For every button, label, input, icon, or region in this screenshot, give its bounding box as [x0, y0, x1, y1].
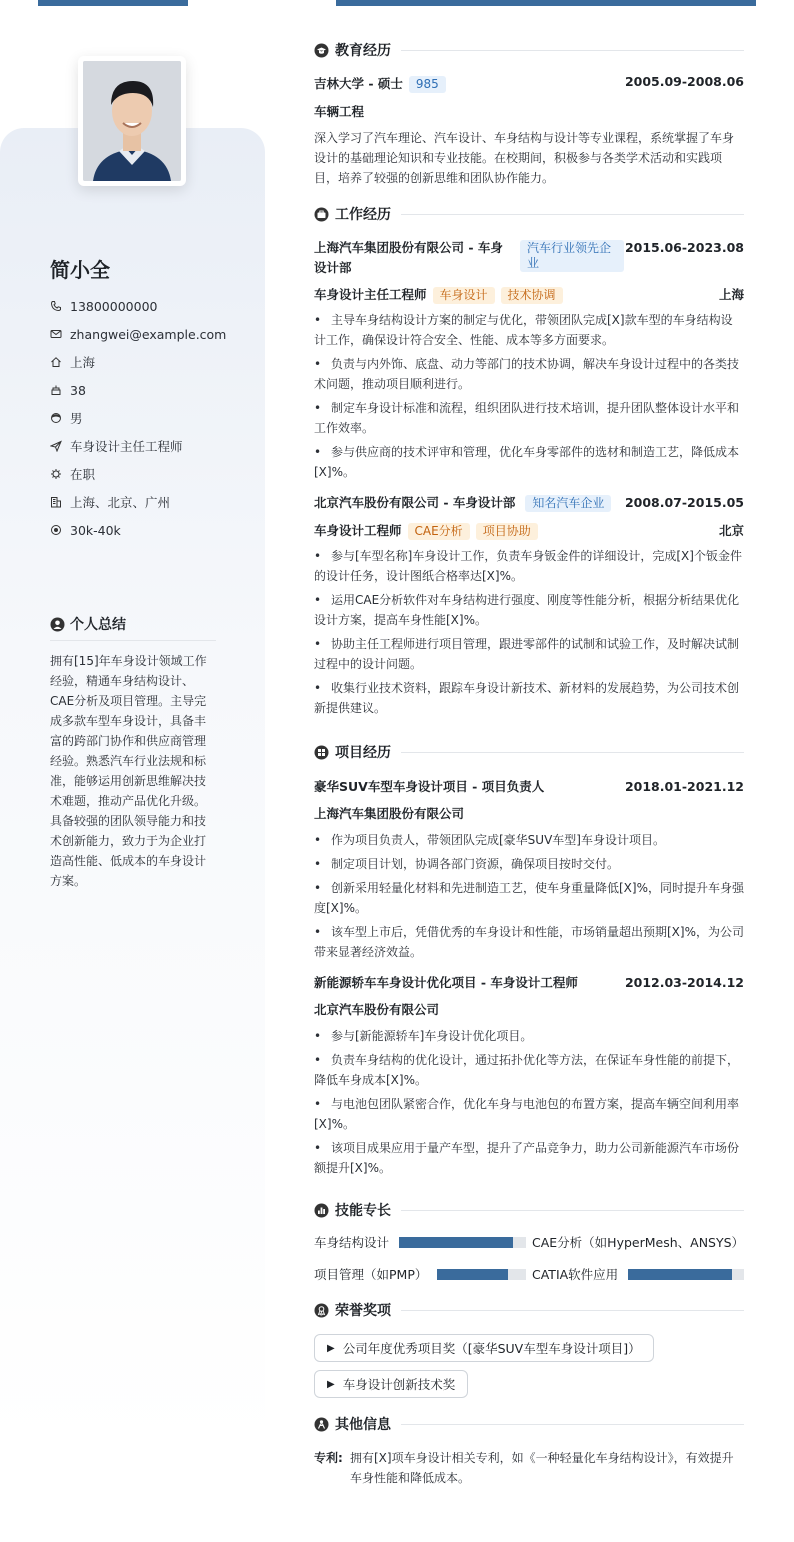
list-item: • 主导车身结构设计方案的制定与优化，带领团队完成[X]款车型的车身结构设计工作，确保设计符合安全、性能、成本等多方面要求。 [314, 313, 733, 347]
skill-bar [437, 1269, 526, 1280]
skills-row [314, 1266, 744, 1282]
other-label: 专利: [314, 1451, 343, 1465]
summary-text: 拥有[15]年车身设计领域工作经验，精通车身结构设计、CAE分析及项目管理。主导完成多款车型车身设计，具备丰富的跨部门协作和供应商管理经验。熟悉汽车行业法规和标准，能够运用创新思维解决技术难题，推动产品优化升级。具备较强的团队领导能力和技术创新能力，致力于为企业打造高性能、低成本的车身设计方案。 [50, 654, 207, 888]
education-heading [314, 38, 744, 62]
candidate-name: 简小全 [50, 258, 110, 282]
project-org: 北京汽车股份有限公司 [314, 1002, 440, 1017]
job-role-row [314, 520, 744, 540]
job-location: 北京 [718, 523, 744, 538]
briefcase-icon [314, 207, 329, 222]
skill-bar [628, 1269, 744, 1280]
contact-text: 上海 [70, 355, 96, 370]
list-item: • 该项目成果应用于量产车型，提升了产品竞争力，助力公司新能源汽车市场份额提升[X]%。 [314, 1141, 740, 1175]
chart-icon [314, 1203, 329, 1218]
major: 车辆工程 [314, 104, 365, 119]
contact-city [50, 348, 250, 376]
education-header [314, 74, 744, 94]
list-item: • 负责与内外饰、底盘、动力等部门的技术协调，解决车身设计过程中的各类技术问题，推动项目顺利进行。 [314, 357, 740, 391]
section-divider [401, 1310, 744, 1311]
profile-photo [83, 61, 181, 181]
caret-right-icon: ▶ [327, 1342, 335, 1354]
contact-salary [50, 516, 250, 544]
section-divider [401, 752, 744, 753]
contact-text: 13800000000 [70, 298, 158, 314]
job-header [314, 492, 744, 512]
job-role: 车身设计工程师 [314, 522, 402, 538]
list-item: • 参与供应商的技术评审和管理，优化车身零部件的选材和制造工艺，降低成本[X]%。 [314, 445, 740, 479]
skill-bar-fill [437, 1269, 508, 1280]
awards-list [314, 1334, 744, 1406]
section-title: 教育经历 [335, 43, 391, 59]
building-icon [50, 496, 62, 508]
contact-age [50, 376, 250, 404]
job-entry [314, 492, 744, 718]
skills-heading [314, 1198, 744, 1222]
contact-text: 车身设计主任工程师 [70, 439, 183, 454]
project-entry [314, 776, 744, 962]
contact-gender [50, 404, 250, 432]
contact-position [50, 432, 250, 460]
section-divider [401, 1424, 744, 1425]
email-icon [50, 328, 62, 340]
project-date: 2018.01-2021.12 [624, 778, 744, 794]
project-header [314, 972, 744, 992]
home-icon [50, 356, 62, 368]
skill-bar-fill [628, 1269, 732, 1280]
projects-heading [314, 740, 744, 764]
section-divider [401, 50, 744, 51]
gender-icon [50, 412, 62, 424]
list-item: • 该车型上市后，凭借优秀的车身设计和性能，市场销量超出预期[X]%，为公司带来显著经济效益。 [314, 925, 744, 959]
skill-name: 项目管理（如PMP） [314, 1267, 428, 1282]
avatar [78, 56, 186, 186]
caret-right-icon: ▶ [327, 1378, 335, 1390]
award-icon [314, 1303, 329, 1318]
section-title: 技能专长 [335, 1203, 391, 1219]
skill-item [314, 1233, 526, 1251]
project-name: 豪华SUV车型车身设计项目 - 项目负责人 [314, 779, 545, 794]
work-heading [314, 202, 744, 226]
list-item: • 与电池包团队紧密合作，优化车身与电池包的布置方案，提高车辆空间利用率[X]%。 [314, 1097, 740, 1131]
contact-text: 男 [70, 411, 83, 426]
contact-text: 30k-40k [70, 522, 121, 538]
list-item: • 收集行业技术资料，跟踪车身设计新技术、新材料的发展趋势，为公司技术创新提供建议。 [314, 681, 740, 715]
top-accent-bar-right [336, 0, 756, 6]
summary-heading [50, 614, 216, 641]
project-org: 上海汽车集团股份有限公司 [314, 806, 465, 821]
list-item: • 参与[车型名称]车身设计工作，负责车身钣金件的详细设计，完成[X]个钣金件的设计任务，设计图纸合格率达[X]%。 [314, 549, 742, 583]
job-role-row [314, 284, 744, 304]
user-icon [50, 617, 65, 632]
awards-heading [314, 1298, 744, 1322]
section-title: 其他信息 [335, 1417, 391, 1433]
skill-bar [399, 1237, 526, 1248]
education-date: 2005.09-2008.06 [624, 74, 744, 89]
job-header [314, 238, 744, 278]
award-item[interactable] [314, 1370, 468, 1398]
contact-email [50, 320, 250, 348]
list-item: • 制定项目计划，协调各部门资源，确保项目按时交付。 [314, 857, 620, 871]
skill-name: CATIA软件应用 [532, 1267, 619, 1282]
contact-status [50, 460, 250, 488]
person-icon [314, 1417, 329, 1432]
skill-tag: 技术协调 [501, 287, 563, 304]
skill-bar-fill [399, 1237, 513, 1248]
list-item: • 运用CAE分析软件对车身结构进行强度、刚度等性能分析，根据分析结果优化设计方案，提高车身性能[X]%。 [314, 593, 740, 627]
send-icon [50, 440, 62, 452]
list-item: • 协助主任工程师进行项目管理，跟进零部件的试制和试验工作，及时解决试制过程中的设计问题。 [314, 637, 740, 671]
section-divider [401, 1210, 744, 1211]
company-tag: 知名汽车企业 [525, 495, 611, 512]
list-item: • 作为项目负责人，带领团队完成[豪华SUV车型]车身设计项目。 [314, 833, 665, 847]
section-title: 工作经历 [335, 207, 391, 223]
skill-name: 车身结构设计 [314, 1235, 390, 1250]
job-role: 车身设计主任工程师 [314, 286, 427, 302]
skill-tag: 项目协助 [476, 523, 538, 540]
job-date: 2008.07-2015.05 [624, 494, 744, 510]
award-text: 公司年度优秀项目奖（[豪华SUV车型车身设计项目]） [342, 1341, 641, 1356]
section-title: 荣誉奖项 [335, 1303, 391, 1319]
job-location: 上海 [718, 287, 744, 302]
school-name: 吉林大学 - 硕士 [314, 76, 403, 91]
project-name: 新能源轿车车身设计优化项目 - 车身设计工程师 [314, 975, 578, 990]
school-tag: 985 [409, 76, 446, 93]
company-name: 北京汽车股份有限公司 - 车身设计部 [314, 494, 516, 510]
list-item: • 参与[新能源轿车]车身设计优化项目。 [314, 1029, 533, 1043]
section-divider [401, 214, 744, 215]
other-heading [314, 1412, 744, 1436]
award-item[interactable] [314, 1334, 654, 1362]
list-item: • 负责车身结构的优化设计，通过拓扑优化等方法，在保证车身性能的前提下，降低车身成本[X]%。 [314, 1053, 740, 1087]
phone-icon [50, 300, 62, 312]
skill-tag: CAE分析 [408, 523, 470, 540]
project-entry [314, 972, 744, 1178]
skill-tag: 车身设计 [433, 287, 495, 304]
company-name: 上海汽车集团股份有限公司 - 车身设计部 [314, 240, 503, 275]
job-date: 2015.06-2023.08 [624, 240, 744, 255]
award-text: 车身设计创新技术奖 [342, 1377, 456, 1392]
summary-title: 个人总结 [70, 617, 126, 633]
skill-name: CAE分析（如HyperMesh、ANSYS） [532, 1235, 745, 1250]
contact-list [50, 292, 250, 544]
status-icon [50, 468, 62, 480]
project-header [314, 776, 744, 796]
contact-phone [50, 292, 250, 320]
contact-cities [50, 488, 250, 516]
skill-item [314, 1265, 526, 1283]
project-bullets [314, 1026, 744, 1178]
contact-text: 上海、北京、广州 [70, 495, 171, 510]
company-tag: 汽车行业领先企业 [520, 240, 624, 272]
job-bullets [314, 546, 744, 718]
other-info-row [314, 1448, 744, 1488]
graduation-icon [314, 43, 329, 58]
project-date: 2012.03-2014.12 [624, 974, 744, 990]
contact-text: 在职 [70, 467, 96, 482]
salary-icon [50, 524, 62, 536]
contact-text: zhangwei@example.com [70, 326, 227, 342]
age-icon [50, 384, 62, 396]
main-content [314, 38, 744, 1488]
project-bullets [314, 830, 744, 962]
education-desc: 深入学习了汽车理论、汽车设计、车身结构与设计等专业课程，系统掌握了车身设计的基础理论知识和专业技能。在校期间，积极参与各类学术活动和实践项目，培养了较强的创新思维和团队协作能力。 [314, 131, 735, 185]
list-item: • 制定车身设计标准和流程，组织团队进行技术培训，提升团队整体设计水平和工作效率。 [314, 401, 740, 435]
skills-row [314, 1234, 744, 1250]
job-entry [314, 238, 744, 482]
other-text: 拥有[X]项车身设计相关专利，如《一种轻量化车身结构设计》，有效提升车身性能和降低成本。 [350, 1451, 734, 1485]
list-item: • 创新采用轻量化材料和先进制造工艺，使车身重量降低[X]%，同时提升车身强度[X]%。 [314, 881, 744, 915]
contact-text: 38 [70, 382, 86, 398]
skill-item [532, 1233, 744, 1251]
skill-item [532, 1265, 744, 1283]
grid-icon [314, 745, 329, 760]
top-accent-bar-left [38, 0, 188, 6]
job-bullets [314, 310, 744, 482]
section-title: 项目经历 [335, 745, 391, 761]
